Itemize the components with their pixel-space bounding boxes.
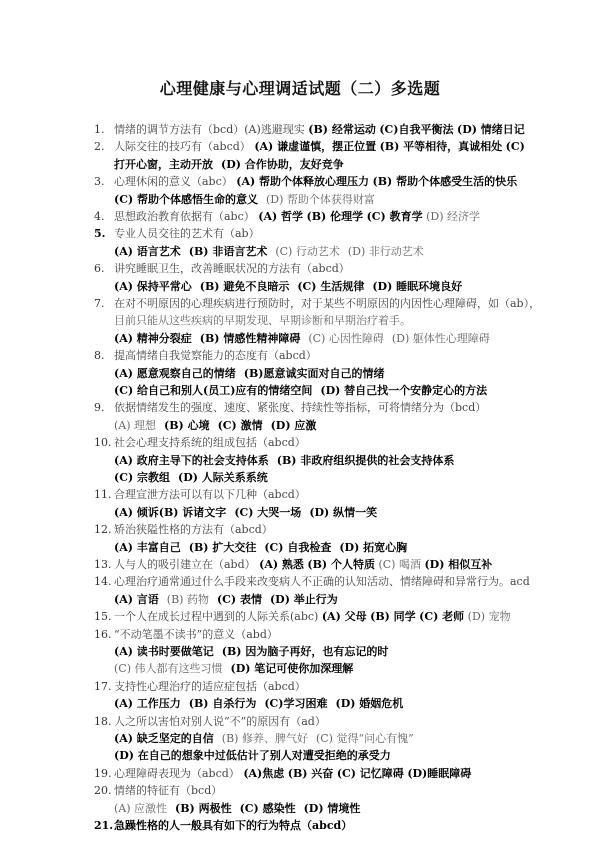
- answer-option: (D) 替自己找一个安静定心的方法: [320, 384, 488, 397]
- option-row: [94, 694, 574, 713]
- question-stem: 专业人员交往的艺术有（ab）: [114, 227, 260, 241]
- question-item: [94, 120, 574, 139]
- option-group: [114, 468, 574, 487]
- question-text: [114, 294, 574, 313]
- option-row: [94, 364, 574, 383]
- question-item: [94, 346, 574, 365]
- question-stem: 合理宣泄方法可以有以下几种（abcd）: [114, 488, 306, 502]
- answer-option: (A) 丰富自己: [114, 540, 181, 554]
- question-text: [114, 781, 574, 800]
- option-row: [94, 729, 574, 748]
- answer-option: (D) 经济学: [426, 210, 480, 223]
- answer-option: (A) 愿意观察自己的情绪: [114, 366, 236, 380]
- option-row: [94, 329, 574, 348]
- question-item: [94, 625, 574, 644]
- answer-option: (B) 扩大交往: [188, 540, 257, 554]
- answer-option: (A) 政府主导下的社会支持体系: [114, 453, 269, 467]
- question-number: 5.: [94, 227, 106, 241]
- question-number: 12.: [94, 523, 112, 537]
- answer-option: (D) 非行动艺术: [347, 244, 424, 258]
- answer-option: (B) 非政府组织提供的社会支持体系: [276, 453, 455, 467]
- option-group: [114, 642, 574, 661]
- question-number: 3.: [94, 175, 105, 189]
- answer-option: (B) 药物: [166, 592, 209, 606]
- answer-option: (C) 觉得“问心有愧”: [315, 732, 414, 745]
- question-stem: 矫治狭隘性格的方法有（abcd）: [114, 523, 273, 537]
- answer-option: (D) 举止行为: [269, 592, 338, 606]
- question-number: 9.: [94, 401, 105, 415]
- question-text: [114, 712, 574, 731]
- option-row: [94, 659, 574, 678]
- question-item: [94, 607, 574, 626]
- question-text: [114, 520, 574, 539]
- answer-option: (D) 应激: [270, 418, 317, 432]
- option-row: [94, 590, 574, 609]
- answer-option: (D) 合作协助，友好竞争: [221, 157, 344, 171]
- answer-option: (A) 言语: [114, 592, 159, 606]
- question-item: [94, 224, 574, 243]
- question-number: 1.: [94, 123, 105, 136]
- option-group: [114, 799, 574, 818]
- answer-option: (B) 伦理学: [306, 210, 364, 223]
- option-row: [94, 381, 574, 400]
- answer-option: (D) 躯体性心理障碍: [391, 331, 490, 345]
- question-text: [114, 224, 574, 243]
- question-text: [114, 137, 574, 156]
- question-text: [114, 485, 574, 504]
- answer-option: (C) 生活规律: [297, 279, 365, 293]
- question-number: 17.: [94, 679, 112, 693]
- question-number: 8.: [94, 349, 105, 363]
- answer-option: (C) 喝酒: [378, 558, 421, 571]
- option-group: [114, 329, 574, 348]
- question-item: [94, 433, 574, 452]
- answer-option: (B) 修养、脾气好: [221, 732, 308, 745]
- answer-option: (B) 避免不良暗示: [199, 279, 290, 293]
- answer-option: 目前只能从这些疾病的早期发现、早期诊断和早期治疗着手。: [114, 314, 411, 328]
- question-text: [114, 433, 574, 452]
- answer-option: (B) 经常运动: [308, 123, 376, 136]
- answer-option: (D) 纵情一笑: [309, 505, 378, 519]
- answer-option: (C) 帮助个体感悟生命的意义: [114, 192, 258, 206]
- option-group: [114, 729, 574, 748]
- question-item: [94, 398, 574, 417]
- answer-option: (A) 语言艺术: [114, 244, 181, 258]
- answer-option: (C) 记忆障碍: [336, 766, 404, 780]
- option-group: [114, 416, 574, 435]
- option-group: [114, 364, 574, 383]
- question-item: [94, 677, 574, 696]
- option-group: [114, 694, 574, 713]
- question-item: [94, 781, 574, 800]
- question-number: 21.: [94, 819, 114, 832]
- option-group: [114, 590, 574, 609]
- answer-option: (D) 帮助个体获得财富: [266, 192, 375, 206]
- answer-option: (D) 睡眠环境良好: [372, 279, 463, 293]
- question-item: [94, 764, 574, 783]
- answer-option: (A) 理想: [114, 418, 157, 432]
- page-title: 心理健康与心理调适试题（二）多选题: [159, 79, 441, 98]
- question-text: [114, 764, 574, 783]
- answer-option: (C)自我平衡法: [379, 123, 454, 136]
- option-row: [94, 503, 574, 522]
- answer-option: (A) 帮助个体释放心理压力: [236, 175, 370, 189]
- question-stem: 心理治疗通常通过什么手段来改变病人不正确的认知活动、情绪障碍和异常行为。acd: [114, 575, 530, 589]
- question-item: [94, 294, 574, 313]
- answer-option: (D)睡眠障碍: [407, 766, 472, 780]
- answer-option: (A) 父母: [321, 610, 367, 624]
- question-number: 15.: [94, 610, 112, 624]
- option-row: [94, 799, 574, 818]
- question-stem: 心理休闲的意义（abc）: [114, 175, 233, 189]
- answer-option: (C) 老师: [419, 610, 465, 624]
- question-stem: 一个人在成长过程中遇到的人际关系(abc): [114, 610, 319, 624]
- answer-option: (C)学习困难: [264, 697, 328, 711]
- question-number: 13.: [94, 558, 112, 571]
- question-number: 18.: [94, 714, 112, 728]
- question-text: [114, 172, 574, 191]
- answer-option: (A) 读书时要做笔记: [114, 645, 214, 658]
- question-number: 20.: [94, 784, 112, 798]
- question-stem: “不动笔墨不读书”的意义（abd）: [114, 627, 278, 641]
- question-number: 2.: [94, 140, 105, 154]
- question-text: [114, 207, 574, 226]
- answer-option: (B) 心境: [164, 418, 210, 432]
- option-group: [114, 381, 574, 400]
- question-item: [94, 555, 574, 574]
- question-number: 11.: [94, 488, 112, 502]
- question-item: [94, 259, 574, 278]
- option-row: [94, 190, 574, 209]
- question-text: [114, 398, 574, 417]
- answer-option: (D) 笔记可使你加深理解: [230, 662, 354, 676]
- question-item: [94, 137, 574, 156]
- option-group: [114, 277, 574, 296]
- question-stem: 提高情绪自我觉察能力的态度有（abcd）: [114, 349, 317, 363]
- answer-option: (B) 非语言艺术: [188, 244, 268, 258]
- answer-option: (B) 同学: [370, 610, 416, 624]
- answer-option: (A) 熟悉: [259, 558, 304, 571]
- question-text: [114, 555, 574, 574]
- answer-option: (C) 激情: [217, 418, 263, 432]
- answer-option: (D) 情绪日记: [457, 123, 525, 136]
- option-group: [114, 538, 574, 557]
- answer-option: (D) 人际关系系统: [178, 471, 268, 484]
- question-text: [114, 677, 574, 696]
- answer-option: (A) 谦虚谨慎，摆正位置: [254, 140, 377, 154]
- option-row: [94, 311, 574, 330]
- option-row: [94, 746, 574, 765]
- answer-option: (A) 保持平常心: [114, 279, 192, 293]
- answer-option: (B) 两极性: [175, 801, 232, 815]
- question-stem: 急躁性格的人一般具有如下的行为特点（abcd）: [114, 819, 353, 832]
- question-stem: 人际交往的技巧有（abcd）: [114, 140, 251, 154]
- question-number: 19.: [94, 766, 112, 780]
- question-item: [94, 816, 574, 835]
- question-stem: 社会心理支持系统的组成包括（abcd）: [114, 436, 306, 450]
- question-item: [94, 172, 574, 191]
- answer-option: (A) 应激性: [114, 801, 168, 815]
- option-group: [114, 190, 574, 209]
- option-group: [114, 155, 574, 174]
- option-group: [114, 451, 574, 470]
- answer-option: (C) 给自己和别人(员工)应有的情绪空间: [114, 384, 313, 397]
- answer-option: (A)焦虑: [243, 766, 285, 780]
- answer-option: (B) 兴奋: [287, 766, 334, 780]
- answer-option: (B) 平等相待，真诚相处: [379, 140, 503, 154]
- option-group: [114, 242, 574, 261]
- option-group: [114, 503, 574, 522]
- question-number: 6.: [94, 262, 105, 276]
- answer-option: (C) 心因性障碍: [308, 331, 384, 345]
- answer-option: (D) 宠物: [467, 610, 511, 624]
- answer-option: (B) 个人特质: [307, 558, 375, 571]
- option-group: [114, 311, 574, 330]
- option-row: [94, 277, 574, 296]
- question-item: [94, 520, 574, 539]
- answer-option: (C) 感染性: [239, 801, 296, 815]
- answer-option: (B) 因为脑子再好，也有忘记的时: [221, 645, 389, 658]
- question-stem: 情绪的调节方法有（bcd）(A)逃避现实: [114, 123, 305, 136]
- question-item: [94, 485, 574, 504]
- question-number: 7.: [94, 297, 105, 310]
- answer-option: (A) 工作压力: [114, 697, 181, 711]
- answer-option: (C) 教育学: [366, 210, 423, 223]
- question-text: [114, 346, 574, 365]
- answer-option: (B) 情感性精神障碍: [199, 331, 301, 345]
- answer-option: 打开心窗，主动开放: [114, 157, 213, 171]
- answer-option: (A) 哲学: [258, 210, 304, 223]
- question-item: [94, 712, 574, 731]
- question-stem: 讲究睡眠卫生，改善睡眠状况的方法有（abcd）: [114, 262, 350, 276]
- option-row: [94, 416, 574, 435]
- answer-option: (D) 拓宽心胸: [339, 540, 408, 554]
- answer-option: (D) 婚姻危机: [335, 697, 404, 711]
- question-stem: 人与人的吸引建立在（abd）: [114, 558, 256, 571]
- option-row: [94, 155, 574, 174]
- question-text: [114, 572, 574, 591]
- answer-option: (C): [505, 140, 525, 154]
- question-stem: 人之所以害怕对别人说“不”的原因有（ad）: [114, 714, 326, 728]
- answer-option: (C) 大哭一场: [234, 505, 302, 519]
- question-text: [114, 625, 574, 644]
- question-stem: 依据情绪发生的强度、速度、紧张度、持续性等指标，可将情绪分为（bcd）: [114, 401, 487, 415]
- question-stem: 心理障碍表现为（abcd）: [114, 766, 240, 780]
- option-row: [94, 538, 574, 557]
- answer-option: (A) 精神分裂症: [114, 331, 192, 345]
- question-number: 14.: [94, 575, 112, 589]
- answer-option: (A) 倾诉(B) 诉诸文字: [114, 505, 227, 519]
- question-text: [114, 120, 574, 139]
- answer-option: (B)愿意诚实面对自己的情绪: [243, 366, 385, 380]
- answer-option: (C) 表情: [216, 592, 262, 606]
- question-text: [114, 607, 574, 626]
- question-stem: 情绪的特征有（bcd）: [114, 784, 223, 798]
- option-row: [94, 451, 574, 470]
- option-group: [114, 659, 574, 678]
- answer-option: (D) 相似互补: [424, 558, 493, 571]
- question-number: 16.: [94, 627, 112, 641]
- answer-option: (B) 帮助个体感受生活的快乐: [372, 175, 518, 189]
- question-item: [94, 572, 574, 591]
- answer-option: (C) 自我检查: [264, 540, 332, 554]
- answer-option: (D) 情境性: [303, 801, 361, 815]
- answer-option: (A) 缺乏坚定的自信: [114, 732, 214, 745]
- question-stem: 支持性心理治疗的适应症包括（abcd）: [114, 679, 306, 693]
- option-row: [94, 468, 574, 487]
- question-stem: 思想政治教育依据有（abc）: [114, 210, 255, 223]
- answer-option: (B) 自杀行为: [188, 697, 257, 711]
- answer-option: (D) 在自己的想象中过低估计了别人对遭受拒绝的承受力: [114, 749, 391, 763]
- answer-option: (C) 宗教组: [114, 471, 170, 484]
- question-item: [94, 207, 574, 226]
- answer-option: (C) 行动艺术: [275, 244, 340, 258]
- answer-option: (C) 伟人都有这些习惯: [114, 662, 223, 676]
- option-group: [114, 746, 574, 765]
- option-row: [94, 642, 574, 661]
- option-row: [94, 242, 574, 261]
- question-number: 10.: [94, 436, 112, 450]
- question-text: [114, 816, 574, 835]
- question-text: [114, 259, 574, 278]
- question-number: 4.: [94, 210, 105, 223]
- question-stem: 在对不明原因的心理疾病进行预防时，对于某些不明原因的内因性心理障碍，如（ab），: [114, 297, 541, 310]
